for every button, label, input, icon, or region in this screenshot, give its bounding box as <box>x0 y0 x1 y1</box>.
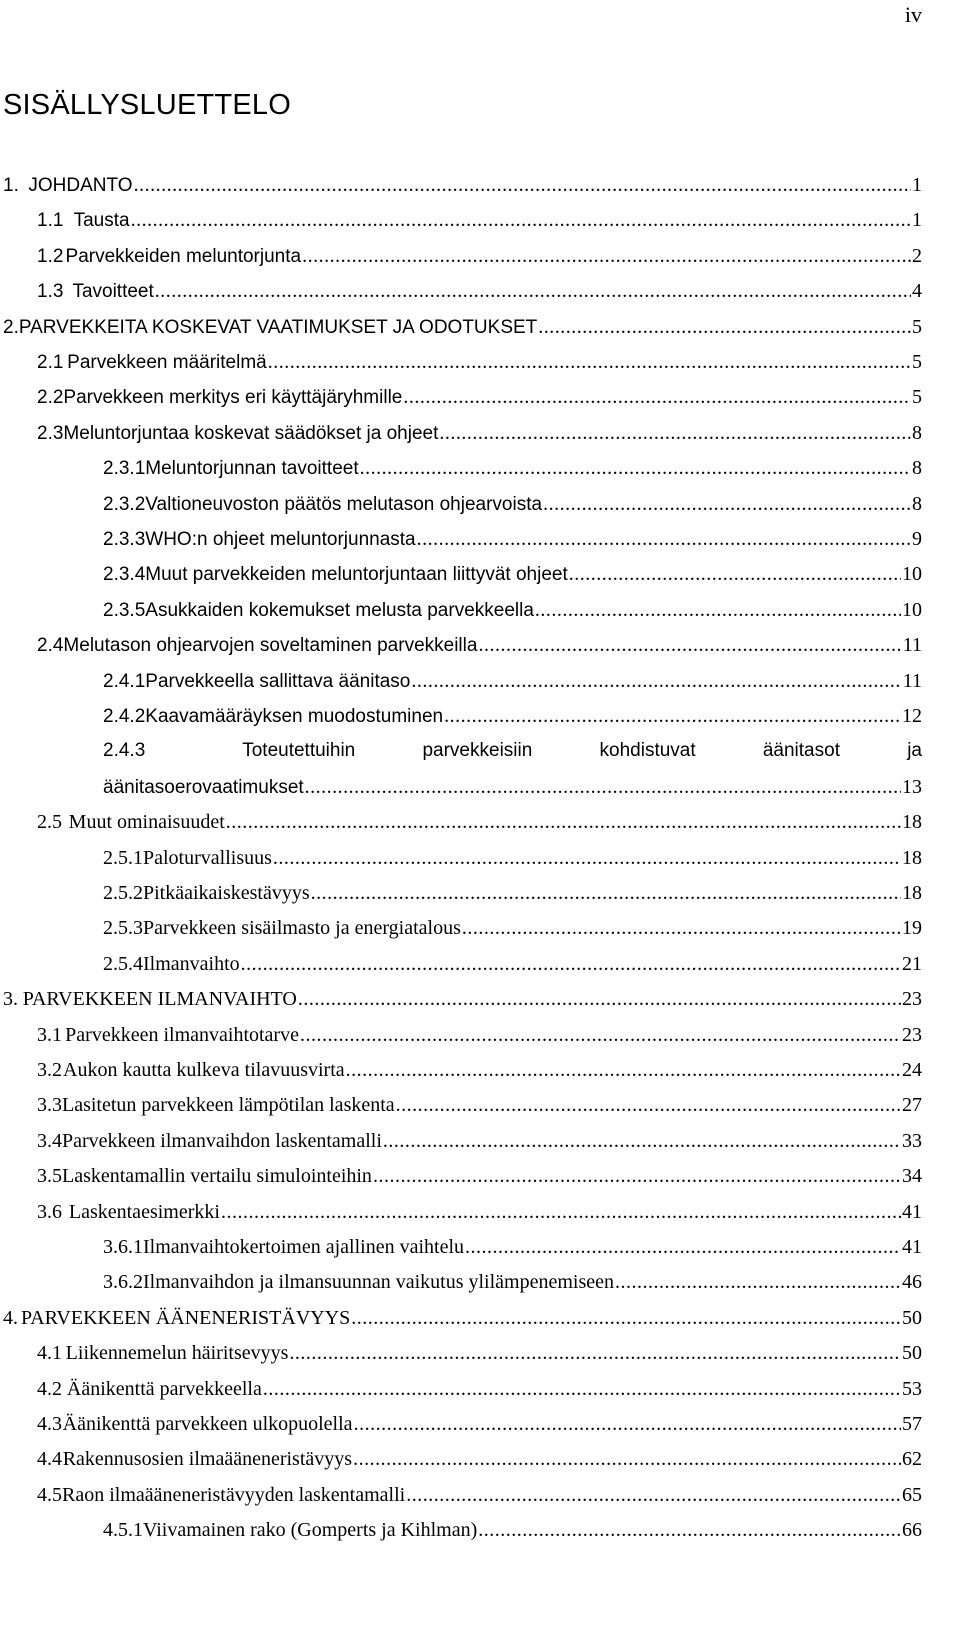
toc-entry[interactable] <box>103 1269 922 1295</box>
toc-entry-title: PARVEKKEEN ILMANVAIHTO <box>22 988 297 1010</box>
toc-entry-number: 2.5.2 <box>103 882 143 904</box>
toc-entry[interactable] <box>103 703 922 729</box>
toc-entry-number: 2.5.3 <box>103 917 143 939</box>
toc-entry[interactable] <box>103 774 922 800</box>
dot-leader <box>465 1234 901 1260</box>
toc-entry-title: Raon ilmaääneneristävyyden laskentamalli <box>62 1484 406 1506</box>
toc-entry-number: 2.1 <box>37 352 64 373</box>
toc-entry-number: 3.6.2 <box>103 1271 143 1293</box>
toc-entry-number: 1.2 <box>37 246 64 267</box>
toc-entry-title: Parvekkeiden meluntorjunta <box>65 246 302 267</box>
toc-entry[interactable] <box>37 1128 922 1154</box>
dot-leader <box>478 632 901 658</box>
toc-entry-page: 8 <box>912 422 922 444</box>
toc-entry[interactable] <box>103 526 922 552</box>
toc-entry-title: Parvekkeen sisäilmasto ja energiatalous <box>143 917 461 939</box>
dot-leader <box>353 1446 901 1472</box>
toc-entry[interactable] <box>37 1022 922 1048</box>
toc-entry-title: Laskentaesimerkki <box>68 1201 220 1223</box>
toc-entry-title: Muut ominaisuudet <box>68 811 225 833</box>
toc-entry[interactable] <box>3 314 922 340</box>
dot-leader <box>373 1163 901 1189</box>
toc-entry-title: WHO:n ohjeet meluntorjunnasta <box>145 529 416 550</box>
toc-entry-title: Meluntorjunnan tavoitteet <box>145 458 359 479</box>
toc-entry-page: 50 <box>902 1342 922 1364</box>
toc-entry-page: 24 <box>902 1059 922 1081</box>
dot-leader <box>354 1411 901 1437</box>
toc-entry-number: 1.1 <box>37 210 64 231</box>
toc-entry[interactable] <box>103 915 922 941</box>
toc-entry-number: 4. <box>3 1307 18 1329</box>
toc-entry-title-word: Toteutettuihin <box>242 740 356 761</box>
toc-entry-number: 1. <box>3 175 19 196</box>
toc-entry-number: 4.4 <box>37 1448 62 1470</box>
toc-entry-title: Tavoitteet <box>72 281 154 302</box>
toc-entry-title: JOHDANTO <box>28 175 133 196</box>
dot-leader <box>289 1340 901 1366</box>
dot-leader <box>462 915 901 941</box>
toc-entry-number: 2.5 <box>37 811 62 833</box>
toc-entry-title: Parvekkeen määritelmä <box>67 352 267 373</box>
toc-entry[interactable] <box>103 880 922 906</box>
toc-entry-number: 3. <box>3 988 18 1010</box>
toc-entry-page: 34 <box>902 1165 922 1187</box>
toc-entry-number: 3.1 <box>37 1024 62 1046</box>
dot-leader <box>360 455 911 481</box>
toc-entry-number: 3.2 <box>37 1059 62 1081</box>
toc-entry-title: Ilmanvaihto <box>143 953 240 975</box>
toc-entry-number: 2.3.2 <box>103 494 146 515</box>
toc-entry[interactable] <box>103 845 922 871</box>
toc-title: SISÄLLYSLUETTELO <box>3 89 291 121</box>
dot-leader <box>403 384 911 410</box>
toc-entry-page: 33 <box>902 1130 922 1152</box>
dot-leader <box>298 986 901 1012</box>
toc-entry-title: PARVEKKEITA KOSKEVAT VAATIMUKSET JA ODOTUKSET <box>18 317 538 338</box>
toc-entry-title: Parvekkeella sallittava äänitaso <box>145 671 411 692</box>
toc-entry-number: 4.1 <box>37 1342 62 1364</box>
toc-entry-number: 2.2 <box>37 387 64 408</box>
toc-entry-page: 65 <box>902 1484 922 1506</box>
toc-entry-number: 4.5.1 <box>103 1519 143 1541</box>
toc-entry-title: Tausta <box>73 210 130 231</box>
toc-entry-title-word: äänitasot <box>762 740 840 761</box>
toc-entry-title: Valtioneuvoston päätös melutason ohjearvoista <box>145 494 543 515</box>
dot-leader <box>543 491 911 517</box>
toc-entry-number: 3.4 <box>37 1130 62 1152</box>
toc-entry[interactable] <box>103 561 922 587</box>
toc-entry-title: Kaavamääräyksen muodostuminen <box>145 706 444 727</box>
toc-entry-number: 4.3 <box>37 1413 62 1435</box>
toc-entry-page: 53 <box>902 1378 922 1400</box>
toc-entry[interactable] <box>103 455 922 481</box>
toc-entry-number: 2.3.5 <box>103 600 146 621</box>
toc-entry[interactable] <box>103 597 922 623</box>
toc-entry-page: 66 <box>902 1519 922 1541</box>
toc-entry[interactable] <box>37 809 922 835</box>
toc-entry-page: 5 <box>912 316 922 338</box>
toc-entry[interactable] <box>37 1163 922 1189</box>
toc-entry-number: 2.5.1 <box>103 847 143 869</box>
toc-entry[interactable] <box>37 1092 922 1118</box>
dot-leader <box>411 668 901 694</box>
toc-entry-title: Meluntorjuntaa koskevat säädökset ja ohjeet <box>63 423 439 444</box>
toc-entry[interactable] <box>37 278 922 304</box>
toc-entry-title: Liikennemelun häiritsevyys <box>65 1342 289 1364</box>
toc-entry-number: 2.3.4 <box>103 564 146 585</box>
toc-entry-page: 8 <box>912 493 922 515</box>
toc-entry-page: 5 <box>912 386 922 408</box>
toc-entry-title: Parvekkeen ilmanvaihtotarve <box>65 1024 299 1046</box>
page-number: iv <box>904 2 922 27</box>
toc-entry[interactable] <box>3 986 922 1012</box>
toc-entry[interactable] <box>37 1446 922 1472</box>
toc-entry-page: 23 <box>902 988 922 1010</box>
toc-entry-title: Melutason ohjearvojen soveltaminen parvekkeilla <box>63 635 478 656</box>
toc-entry-number: 2.4.1 <box>103 671 146 692</box>
toc-entry-page: 18 <box>902 811 922 833</box>
toc-entry-page: 1 <box>912 174 922 196</box>
toc-entry-number: 2.3.3 <box>103 529 146 550</box>
dot-leader <box>383 1128 901 1154</box>
dot-leader <box>221 1199 901 1225</box>
dot-leader <box>226 809 901 835</box>
toc-entry-page: 8 <box>912 457 922 479</box>
toc-entry[interactable] <box>37 1482 922 1508</box>
toc-entry-title-word: ja <box>907 740 922 761</box>
dot-leader <box>273 845 901 871</box>
toc-entry-number: 3.6.1 <box>103 1236 143 1258</box>
toc-entry-page: 57 <box>902 1413 922 1435</box>
dot-leader <box>538 314 911 340</box>
toc-entry[interactable] <box>37 1340 922 1366</box>
toc-entry[interactable] <box>103 1234 922 1260</box>
dot-leader <box>439 420 911 446</box>
toc-entry-page: 10 <box>902 563 922 585</box>
toc-entry[interactable] <box>37 1057 922 1083</box>
toc-entry-number: 3.5 <box>37 1165 62 1187</box>
toc-entry[interactable] <box>37 1199 922 1225</box>
toc-entry[interactable] <box>103 491 922 517</box>
toc-entry-page: 11 <box>902 634 922 656</box>
toc-entry-page: 21 <box>902 953 922 975</box>
toc-entry-number: 2.4 <box>37 635 64 656</box>
toc-entry[interactable] <box>37 420 922 446</box>
toc-entry-page: 11 <box>902 670 922 692</box>
dot-leader <box>268 349 911 375</box>
toc-entry-page: 12 <box>902 705 922 727</box>
dot-leader <box>615 1269 901 1295</box>
toc-entry-page: 4 <box>912 280 922 302</box>
dot-leader <box>417 526 911 552</box>
toc-entry-page: 9 <box>912 528 922 550</box>
dot-leader <box>396 1092 901 1118</box>
toc-entry-page: 1 <box>912 209 922 231</box>
toc-entry-page: 62 <box>902 1448 922 1470</box>
toc-entry-number: 2.4.3 <box>103 740 146 761</box>
toc-entry-title: Asukkaiden kokemukset melusta parvekkeella <box>145 600 534 621</box>
toc-entry-title: äänitasoerovaatimukset <box>103 777 304 798</box>
toc-entry-title: Aukon kautta kulkeva tilavuusvirta <box>63 1059 345 1081</box>
toc-entry-title: Äänikenttä parvekkeen ulkopuolella <box>62 1413 353 1435</box>
toc-entry-number: 4.5 <box>37 1484 62 1506</box>
dot-leader <box>300 1022 901 1048</box>
toc-entry-title: Ilmanvaihtokertoimen ajallinen vaihtelu <box>143 1236 465 1258</box>
toc-entry-page: 46 <box>902 1271 922 1293</box>
dot-leader <box>346 1057 901 1083</box>
toc-entry-number: 3.3 <box>37 1094 62 1116</box>
toc-entry[interactable] <box>37 632 922 658</box>
toc-entry-page: 50 <box>902 1307 922 1329</box>
dot-leader <box>241 951 901 977</box>
toc-entry-number: 2.3.1 <box>103 458 146 479</box>
toc-entry[interactable] <box>3 172 922 198</box>
toc-entry[interactable] <box>103 1517 922 1543</box>
dot-leader <box>311 880 901 906</box>
toc-entry-title: Parvekkeen ilmanvaihdon laskentamalli <box>62 1130 382 1152</box>
toc-entry-page: 18 <box>902 847 922 869</box>
toc-entry[interactable] <box>37 243 922 269</box>
dot-leader <box>478 1517 901 1543</box>
toc-entry-page: 13 <box>902 776 922 798</box>
toc-entry-title: PARVEKKEEN ÄÄNENERISTÄVYYS <box>20 1307 351 1329</box>
dot-leader <box>131 207 911 233</box>
toc-entry-number: 2.5.4 <box>103 953 143 975</box>
toc-entry-title: Lasitetun parvekkeen lämpötilan laskenta <box>62 1094 395 1116</box>
toc-entry-title-word: parvekkeisiin <box>422 740 533 761</box>
toc-entry[interactable] <box>37 1411 922 1437</box>
toc-entry[interactable] <box>37 207 922 233</box>
toc-entry-page: 19 <box>902 917 922 939</box>
toc-entry-page: 5 <box>912 351 922 373</box>
toc-entry-page: 27 <box>902 1094 922 1116</box>
toc-entry[interactable] <box>37 349 922 375</box>
toc-entry-number: 2.4.2 <box>103 706 146 727</box>
dot-leader <box>406 1482 901 1508</box>
dot-leader <box>134 172 911 198</box>
toc-entry[interactable] <box>103 951 922 977</box>
toc-entry-title: Rakennusosien ilmaääneneristävyys <box>62 1448 353 1470</box>
toc-entry-title-word: kohdistuvat <box>599 740 696 761</box>
toc-entry-title: Parvekkeen merkitys eri käyttäjäryhmille <box>63 387 403 408</box>
toc-entry-title: Ilmanvaihdon ja ilmansuunnan vaikutus ylilämpenemiseen <box>143 1271 615 1293</box>
dot-leader <box>305 774 901 800</box>
dot-leader <box>535 597 901 623</box>
toc-entry-title: Muut parvekkeiden meluntorjuntaan liittyvät ohjeet <box>145 564 568 585</box>
toc-entry[interactable] <box>103 738 922 764</box>
toc-entry-title: Äänikenttä parvekkeella <box>66 1378 262 1400</box>
toc-entry[interactable] <box>37 384 922 410</box>
dot-leader <box>569 561 901 587</box>
dot-leader <box>263 1376 901 1402</box>
toc-entry-number: 2. <box>3 317 19 338</box>
toc-entry[interactable] <box>103 668 922 694</box>
toc-entry-page: 2 <box>912 245 922 267</box>
toc-entry-number: 1.3 <box>37 281 64 302</box>
toc-entry-page: 41 <box>902 1236 922 1258</box>
toc-entry-page: 23 <box>902 1024 922 1046</box>
toc-entry-number: 2.3 <box>37 423 64 444</box>
toc-entry-page: 18 <box>902 882 922 904</box>
toc-entry-title: Viivamainen rako (Gomperts ja Kihlman) <box>143 1519 478 1541</box>
dot-leader <box>155 278 911 304</box>
dot-leader <box>302 243 911 269</box>
toc-entry-title: Laskentamallin vertailu simulointeihin <box>62 1165 372 1187</box>
toc-entry-page: 10 <box>902 599 922 621</box>
toc-entry-title: Paloturvallisuus <box>143 847 272 869</box>
toc-entry-page: 41 <box>902 1201 922 1223</box>
toc-entry-number: 3.6 <box>37 1201 62 1223</box>
toc-entry-title: Pitkäaikaiskestävyys <box>143 882 310 904</box>
toc-entry-number: 4.2 <box>37 1378 62 1400</box>
dot-leader <box>351 1305 901 1331</box>
toc-entry[interactable] <box>3 1305 922 1331</box>
dot-leader <box>444 703 901 729</box>
toc-entry[interactable] <box>37 1376 922 1402</box>
